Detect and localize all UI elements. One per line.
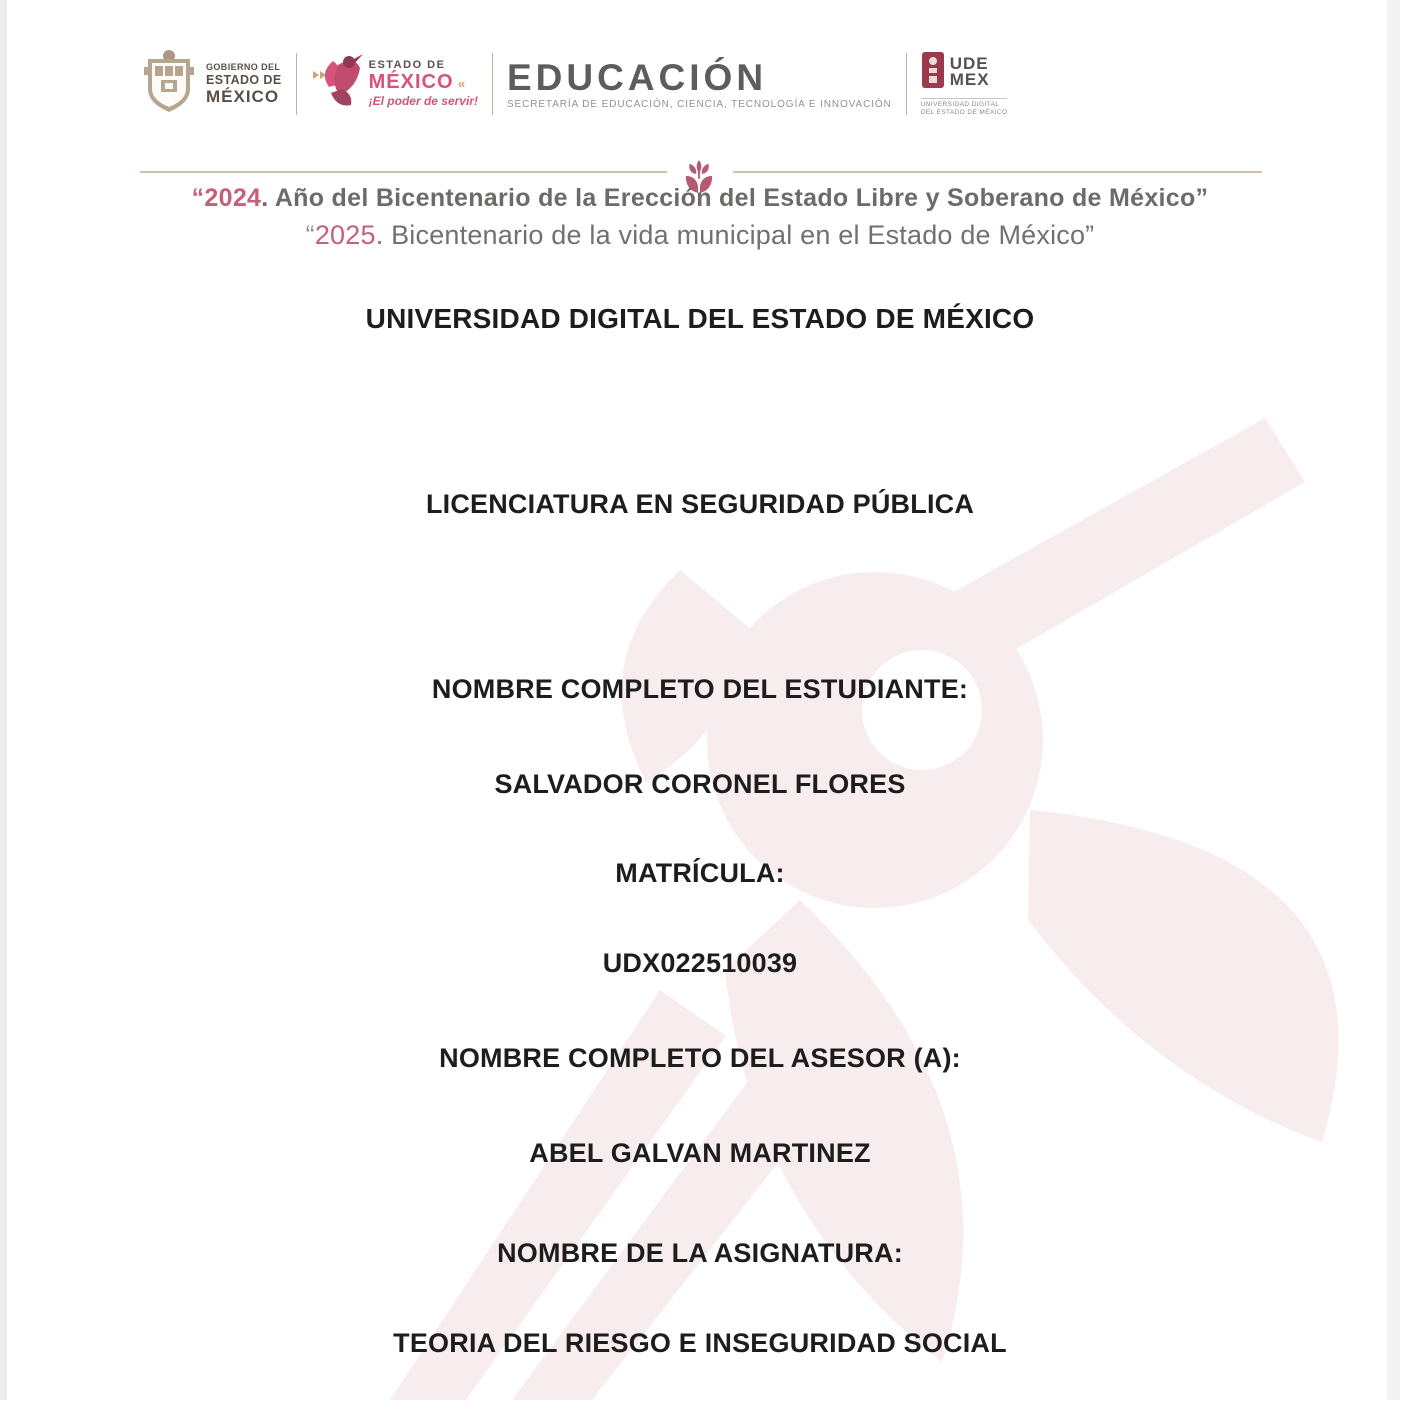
subject-label: NOMBRE DE LA ASIGNATURA: [497,1238,903,1268]
gobierno-line3: MÉXICO [206,86,280,106]
coat-of-arms-icon [142,49,196,120]
header-logo-band [142,42,1007,126]
clipped-slogan-year: “2024 [191,184,262,212]
clipped-slogan-text: . Año del Bicentenario de la Erección del Estado Libre y Soberano de México” [261,184,1209,212]
slogan-open-quote: “ [305,220,315,250]
udemex-subtitle [921,98,1008,117]
student-label: NOMBRE COMPLETO DEL ESTUDIANTE: [431,674,969,704]
gobierno-edomex-logo [142,49,282,120]
edomex-brand-logo [311,51,478,118]
gobierno-wordmark [206,62,282,105]
udemex-acronym [950,56,990,88]
edomex-line2: MÉXICO [368,70,454,93]
student-name: SALVADOR CORONEL FLORES [494,769,906,799]
udemex-subtitle-line1: UNIVERSIDAD DIGITAL [920,100,1000,108]
matricula-value: UDX022510039 [602,948,798,978]
udemex-logo [921,51,1008,117]
gobierno-line1: GOBIERNO DEL [206,62,281,73]
degree-title: LICENCIATURA EN SEGURIDAD PÚBLICA [425,489,975,519]
clipped-previous-slogan [0,184,1400,212]
university-title: UNIVERSIDAD DIGITAL DEL ESTADO DE MÉXICO [365,303,1035,334]
edomex-wordmark [369,60,478,107]
slogan-text: . Bicentenario de la vida municipal en el Estado de México” [375,220,1095,250]
udemex-subtitle-line2: DEL ESTADO DE MÉXICO [920,109,1008,116]
udemex-acronym-line1: UDE [949,54,989,74]
udemex-acronym-line2: MEX [949,70,990,90]
hummingbird-icon [311,51,363,118]
udemex-emblem-icon [921,51,945,94]
year-slogan [0,220,1400,251]
decorative-rule-left [140,171,667,173]
matricula-label: MATRÍCULA: [615,858,785,888]
subject-name: TEORIA DEL RIESGO E INSEGURIDAD SOCIAL [393,1328,1007,1358]
logo-divider [492,53,493,115]
logo-divider [906,53,907,115]
educacion-logo [506,56,892,110]
gobierno-line2: ESTADO DE [206,72,282,87]
edomex-line1: ESTADO DE [368,59,446,72]
edomex-slogan: ¡El poder de servir! [368,93,478,108]
educacion-subtitle: SECRETARÍA DE EDUCACIÓN, CIENCIA, TECNOLOGÍA E INNOVACIÓN [506,98,892,110]
guillemet-icon: « [457,75,466,91]
slogan-year: 2025 [314,220,376,250]
educacion-wordmark: EDUCACIÓN [506,56,768,98]
logo-divider [296,53,297,115]
advisor-name: ABEL GALVAN MARTINEZ [529,1138,871,1168]
decorative-rule-right [733,171,1262,173]
advisor-label: NOMBRE COMPLETO DEL ASESOR (A): [439,1043,961,1073]
